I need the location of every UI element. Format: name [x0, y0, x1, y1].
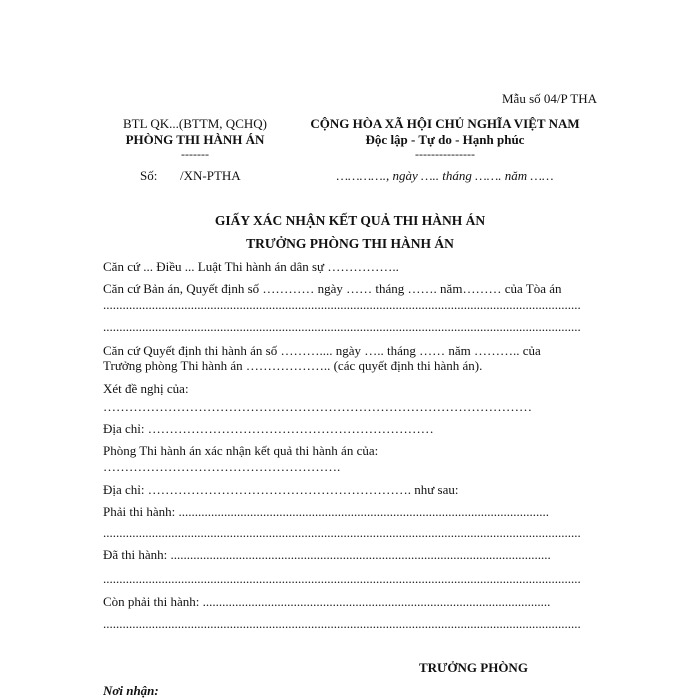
xet-de-nghi-dots: ……………………………………………………………………………………… — [103, 399, 532, 414]
phong-xac-nhan: Phòng Thi hành án xác nhận kết quả thi hành án của: — [103, 443, 379, 458]
org-line1: BTL QK...(BTTM, QCHQ) — [123, 116, 267, 131]
right-header-dashes: --------------- — [415, 147, 475, 161]
dotted-line: ................................................................................................................................................... — [103, 571, 581, 586]
date-line: …………., ngày ….. tháng ……. năm …… — [336, 168, 554, 183]
nation-name: CỘNG HÒA XÃ HỘI CHỦ NGHĨA VIỆT NAM — [310, 116, 580, 131]
org-line2: PHÒNG THI HÀNH ÁN — [125, 132, 265, 147]
document-title: GIẤY XÁC NHẬN KẾT QUẢ THI HÀNH ÁN — [214, 213, 486, 228]
dotted-line: ................................................................................................................................................... — [103, 616, 581, 631]
form-number: Mẫu số 04/P THA — [502, 91, 597, 106]
dotted-line: ................................................................................................................................................... — [103, 319, 581, 334]
dia-chi-2: Địa chỉ: ……………………………………………………. như sau: — [103, 482, 459, 497]
phong-xac-nhan-dots: ………………………………………………. — [103, 459, 341, 474]
dotted-line: ................................................................................................................................................... — [103, 297, 581, 312]
can-cu-ban-an: Căn cứ Bản án, Quyết định số ………… ngày …… tháng ……. năm……… của Tòa án — [103, 281, 562, 296]
xet-de-nghi-label: Xét đề nghị của: — [103, 381, 189, 396]
number-value: /XN-PTHA — [180, 168, 241, 183]
nation-motto: Độc lập - Tự do - Hạnh phúc — [365, 132, 525, 147]
dia-chi-1: Địa chỉ: ………………………………………………………… — [103, 421, 434, 436]
phai-thi-hanh: Phải thi hành: .................................................................................................................. — [103, 504, 549, 519]
can-cu-luat: Căn cứ ... Điều ... Luật Thi hành án dân sự …………….. — [103, 259, 399, 274]
can-cu-quyet-dinh-line2: Trưởng phòng Thi hành án ……………….. (các quyết định thi hành án). — [103, 358, 483, 373]
signature-title: TRƯỞNG PHÒNG — [419, 660, 528, 675]
dotted-line: ................................................................................................................................................... — [103, 525, 581, 540]
con-phai-thi-hanh: Còn phải thi hành: ........................................................................................................... — [103, 594, 551, 609]
recipients-label: Nơi nhận: — [103, 683, 159, 698]
da-thi-hanh: Đã thi hành: ..................................................................................................................... — [103, 547, 551, 562]
document-subtitle: TRƯỞNG PHÒNG THI HÀNH ÁN — [246, 236, 454, 251]
left-header-dashes: ------- — [181, 147, 209, 161]
number-label: Số: — [140, 168, 158, 183]
can-cu-quyet-dinh-line1: Căn cứ Quyết định thi hành án số ……….... ngày ….. tháng …… năm ……….. của — [103, 343, 541, 358]
